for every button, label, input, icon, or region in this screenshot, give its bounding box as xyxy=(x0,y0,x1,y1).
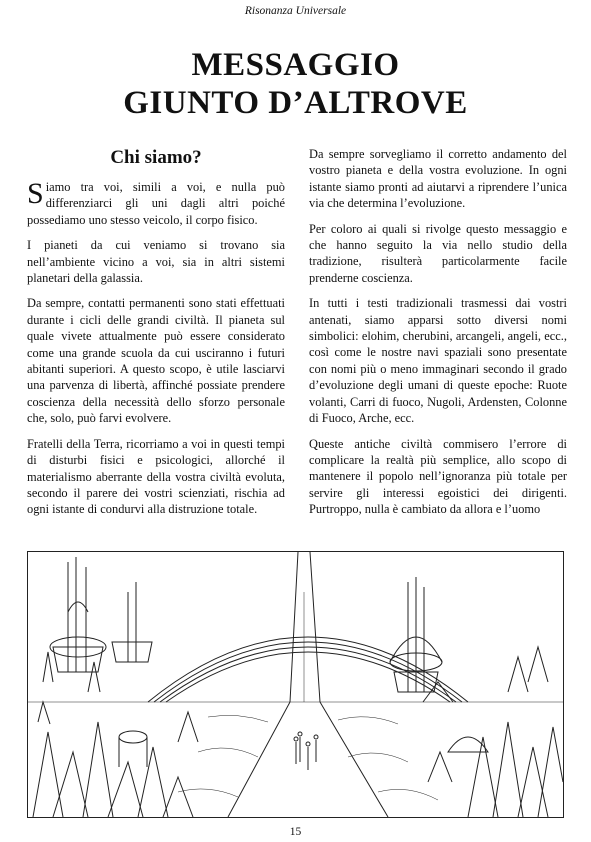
paragraph: I pianeti da cui veniamo si trovano sia nell’ambiente vicino a voi, sia in altri sistemi planetari della galassia. xyxy=(27,238,285,286)
left-towers xyxy=(43,557,152,692)
paragraph: Da sempre, contatti permanenti sono stati effettuati durante i cicli delle grandi civiltà. Il pianeta sul quale vivete attualmente può essere considerato come una grande scuola da cui usciranno i futuri abitanti superiori. A questo scopo, è utile lasciarvi una parvenza di libertà, affinché possiate prendere coscienza della necessità dello sforzo personale che, solo, può farvi evolvere. xyxy=(27,296,285,426)
paragraph: In tutti i testi tradizionali trasmessi dai vostri antenati, siamo apparsi sotto diversi nomi simbolici: elohim, cherubini, arcangeli, angeli, ecc., così come le nostre navi spaziali sono presentate con nomi più o meno immaginari secondo il grado d’evoluzione degli umani di queste epoche: Ruote volanti, Carri di fuoco, Nugoli, Ardensten, Colonne di Fuoco, Arche, ecc. xyxy=(309,296,567,426)
article-title xyxy=(0,46,591,122)
left-crystals xyxy=(33,702,198,817)
paragraph: Fratelli della Terra, ricorriamo a voi in questi tempi di disturbi fisici e psicologici, allorché il materialismo aberrante della vostra civiltà evoluta, secondo il parere dei vostri scienziati, rischia ad ogni istante di condurvi alla distruzione totale. xyxy=(27,436,285,517)
left-column xyxy=(27,146,285,527)
title-line-1: MESSAGGIO xyxy=(191,47,400,83)
page-number: 15 xyxy=(289,826,302,838)
central-road xyxy=(228,552,388,817)
futuristic-city-illustration xyxy=(27,551,564,818)
paragraph: Da sempre sorvegliamo il corretto andamento del vostro pianeta e della vostra evoluzione. In ogni istante siamo pronti ad aiutarvi a riprendere l’unica via che determina l’evoluzione. xyxy=(309,147,567,211)
drop-cap: S xyxy=(27,177,44,210)
walking-figures xyxy=(294,732,318,770)
right-crystals xyxy=(428,647,563,817)
paragraph: Queste antiche civiltà commisero l’errore di complicare la realtà più semplice, allo scopo di mantenere il popolo nell’ignoranza più totale per servire gli interessi egoistici dei dirigenti. Purtroppo, nulla è cambiato da allora e l’uomo xyxy=(309,436,567,517)
section-title: Chi siamo? xyxy=(110,147,202,168)
paragraph-text: iamo tra voi, simili a voi, e nulla può differenziarci gli uni dagli altri poiché possediamo uno stesso veicolo, il corpo fisico. xyxy=(27,180,285,227)
paragraph: Per coloro ai quali si rivolge questo messaggio e che hanno seguito la via nello studio della tradizione, risulterà particolarmente facile prenderne coscienza. xyxy=(309,221,567,285)
title-line-2: GIUNTO D’ALTROVE xyxy=(123,85,468,121)
right-column xyxy=(309,146,567,527)
paragraph xyxy=(27,179,285,228)
running-header: Risonanza Universale xyxy=(244,5,347,17)
